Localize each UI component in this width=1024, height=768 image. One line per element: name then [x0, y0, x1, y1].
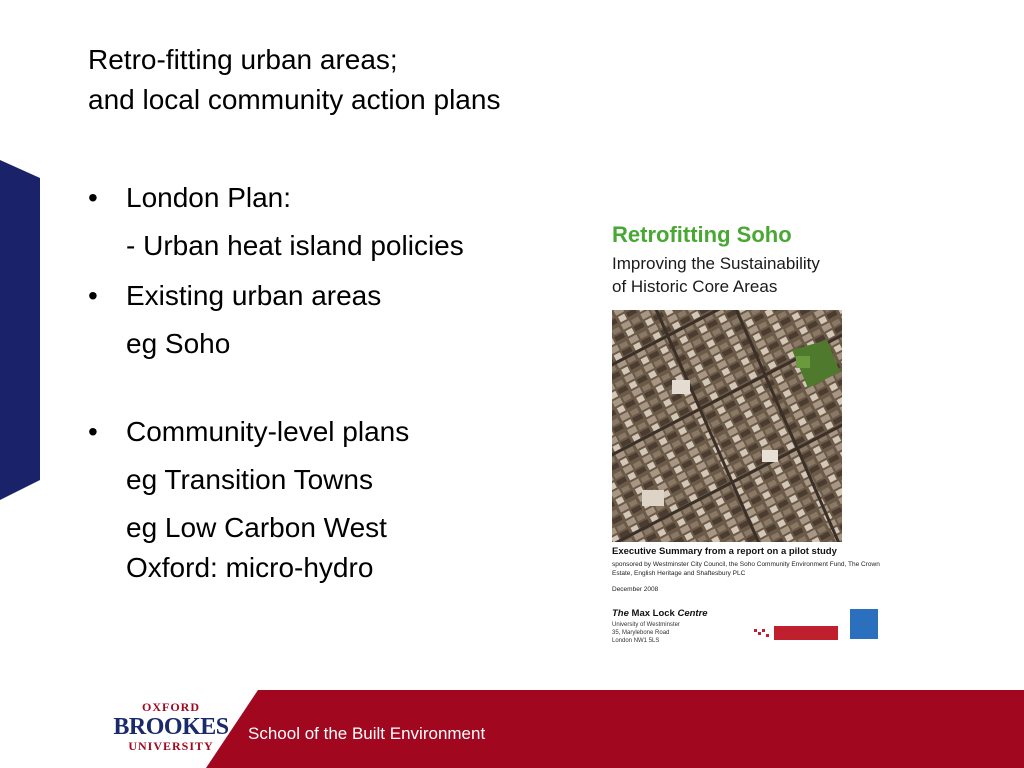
sub-item: eg Transition Towns [126, 464, 373, 495]
bullet-glyph: • [88, 416, 98, 447]
bullet-community-plans [88, 412, 508, 452]
title-line-2: and local community action plans [88, 84, 501, 115]
title-line-1: Retro-fitting urban areas; [88, 44, 398, 75]
bullet-london-plan [88, 178, 508, 218]
cover-title: Retrofitting Soho [612, 222, 792, 247]
centre-suffix: Centre [677, 608, 708, 619]
centre-prefix: The [612, 608, 629, 619]
footer-school-name: School of the Built Environment [248, 724, 486, 743]
oxford-brookes-logo [112, 700, 230, 754]
centre-name: Max Lock [631, 608, 675, 619]
sub-item: eg Low Carbon West Oxford: micro-hydro [126, 512, 387, 583]
sub-item: eg Soho [126, 328, 231, 359]
address-line-2: 35, Marylebone Road [612, 630, 670, 636]
cover-subtitle-line-2: of Historic Core Areas [612, 277, 778, 296]
sub-item: - Urban heat island policies [126, 230, 464, 261]
cover-date: December 2008 [612, 586, 659, 593]
bullet-label: London Plan: [126, 182, 292, 213]
logo-brookes: BROOKES [113, 714, 229, 740]
address-line-3: London NW1 5LS [612, 638, 660, 644]
logo-university: UNIVERSITY [128, 739, 214, 753]
slide-title [88, 40, 500, 120]
cover-address [612, 621, 680, 645]
bullet-list [88, 178, 508, 588]
cover-subtitle-line-1: Improving the Sustainability [612, 254, 820, 273]
bullet-label: Community-level plans [126, 416, 410, 447]
bullet-existing-urban [88, 276, 508, 316]
cover-centre-name [612, 608, 708, 619]
cover-exec-summary: Executive Summary from a report on a pilot study [612, 546, 837, 557]
bullet-glyph: • [88, 182, 98, 213]
bullet-glyph: • [88, 280, 98, 311]
logo-oxford: OXFORD [142, 700, 200, 714]
address-line-1: University of Westminster [612, 622, 680, 628]
aerial-photo [612, 310, 842, 542]
cover-sponsors: sponsored by Westminster City Council, the Soho Community Environment Fund, The Crown Estate, English Heritage and Shaftesbury PLC [612, 561, 880, 577]
report-cover-image [598, 206, 888, 652]
bullet-label: Existing urban areas [126, 280, 382, 311]
cover-subtitle [612, 252, 820, 298]
max-lock-centre-logo [850, 609, 878, 639]
university-of-westminster-logo [754, 626, 838, 640]
